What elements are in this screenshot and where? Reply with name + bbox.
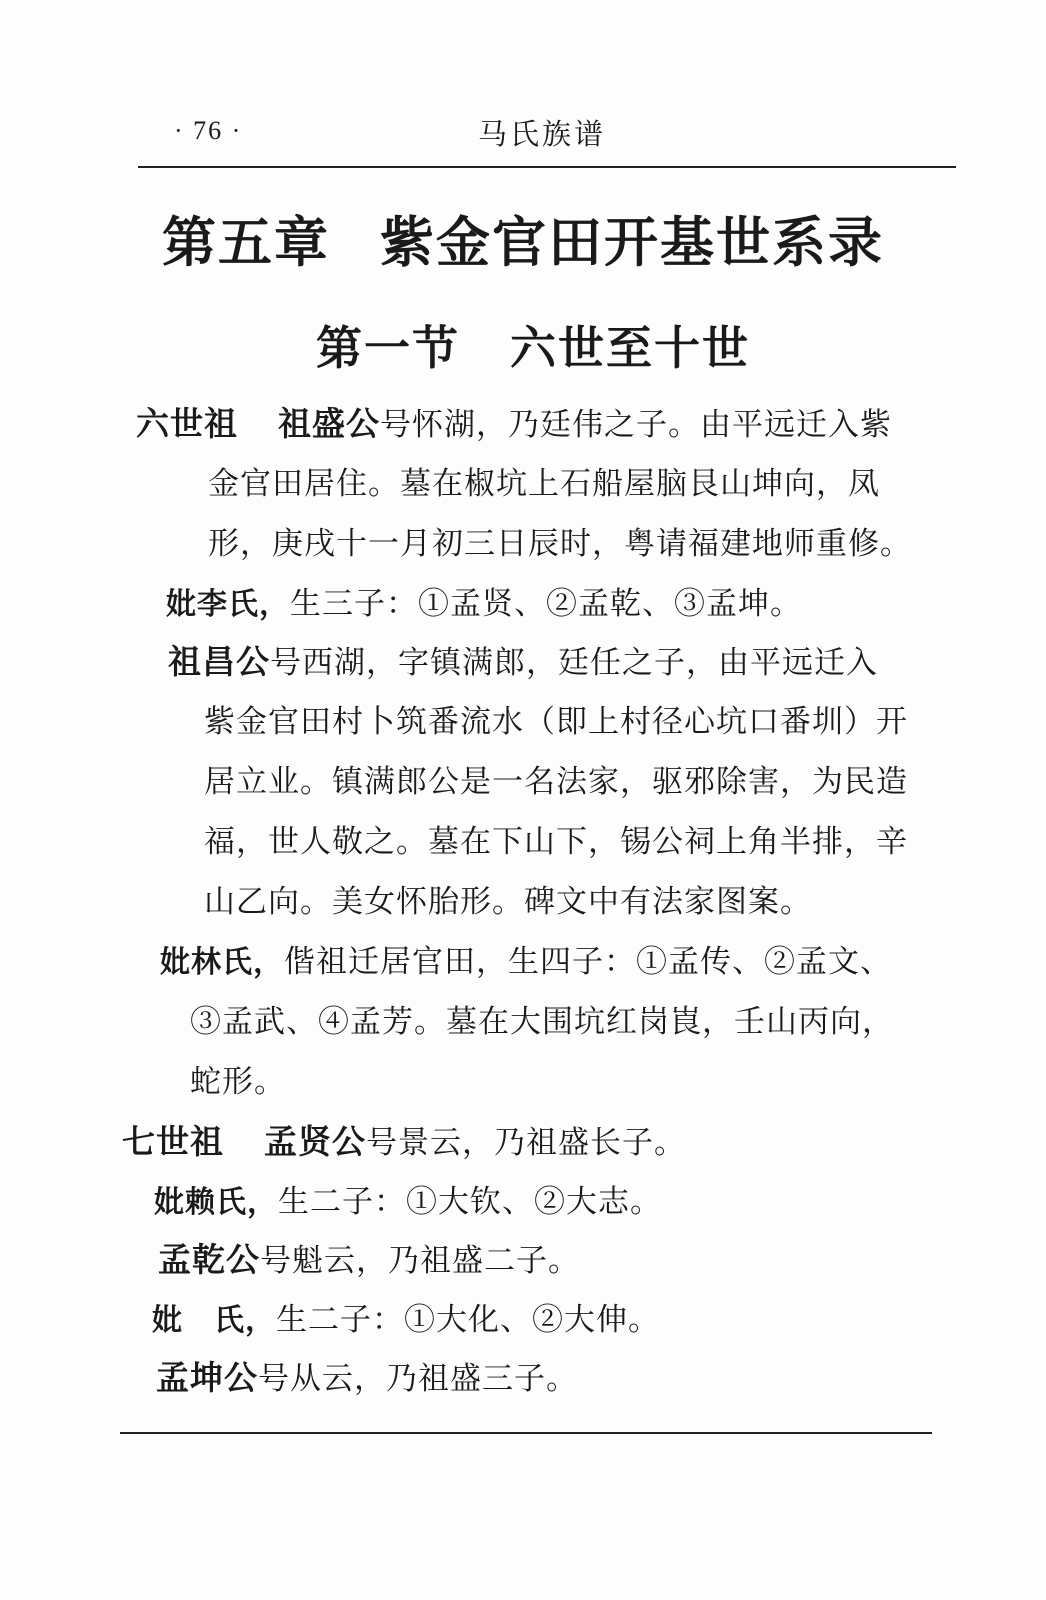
- entry-heading: [158, 1234, 580, 1281]
- section-number: 第一节: [316, 321, 460, 375]
- section-name: 六世至十世: [510, 321, 750, 375]
- section-title: [0, 312, 1046, 378]
- ancestor-name: 祖盛公: [278, 404, 380, 443]
- footer-rule: [120, 1432, 932, 1434]
- page-header: [138, 108, 956, 158]
- chapter-title: [0, 200, 1046, 277]
- ancestor-name: 祖昌公: [168, 642, 270, 681]
- entry-heading: [168, 636, 878, 683]
- generation-label: 七世祖: [122, 1122, 224, 1161]
- generation-label: 六世祖: [136, 404, 238, 443]
- spouse-line: [166, 578, 802, 623]
- spouse-label: 妣林氏，: [160, 945, 284, 980]
- entry-text-line: 居立业。镇满郎公是一名法家，驱邪除害，为民造: [204, 764, 908, 800]
- entry-heading: [122, 1116, 686, 1163]
- page-number: · 76 ·: [174, 116, 243, 145]
- entry-text-line: 紫金官田村卜筑番流水（即上村径心坑口番圳）开: [204, 704, 908, 740]
- spouse-label: 妣赖氏，: [154, 1185, 278, 1220]
- spouse-line: [152, 1294, 660, 1339]
- spouse-text: 蛇形。: [190, 1064, 286, 1100]
- entry-text-line: 号从云，乃祖盛三子。: [258, 1361, 578, 1397]
- entry-text-line: 金官田居住。墓在椒坑上石船屋脑艮山坤向，凤: [208, 466, 880, 502]
- entry-text-line: 号西湖，字镇满郎，廷任之子，由平远迁入: [270, 645, 878, 681]
- header-rule: [138, 166, 956, 168]
- entry-heading: [136, 398, 892, 445]
- spouse-label: 妣李氏，: [166, 587, 290, 622]
- spouse-text: 生二子：①大钦、②大志。: [278, 1184, 662, 1220]
- ancestor-name: 孟坤公: [156, 1358, 258, 1397]
- entry-text-line: 号景云，乃祖盛长子。: [366, 1125, 686, 1161]
- spouse-text: 生三子：①孟贤、②孟乾、③孟坤。: [290, 586, 802, 622]
- chapter-number: 第五章: [162, 211, 330, 274]
- spouse-text: 生二子：①大化、②大伸。: [276, 1302, 660, 1338]
- spouse-line: [160, 936, 892, 981]
- spouse-label: 妣 氏，: [152, 1303, 276, 1338]
- spouse-line: [154, 1176, 662, 1221]
- ancestor-name: 孟乾公: [158, 1240, 260, 1279]
- ancestor-name: 孟贤公: [264, 1122, 366, 1161]
- chapter-name: 紫金官田开基世系录: [380, 211, 884, 274]
- entry-text-line: 号怀湖，乃廷伟之子。由平远迁入紫: [380, 407, 892, 443]
- entry-text-line: 号魁云，乃祖盛二子。: [260, 1243, 580, 1279]
- spouse-text: 偕祖迁居官田，生四子：①孟传、②孟文、: [284, 944, 892, 980]
- running-title: 马氏族谱: [478, 117, 607, 151]
- entry-heading: [156, 1352, 578, 1399]
- entry-text-line: 形，庚戌十一月初三日辰时，粤请福建地师重修。: [208, 526, 912, 562]
- entry-text-line: 山乙向。美女怀胎形。碑文中有法家图案。: [204, 884, 812, 920]
- entry-text-line: 福，世人敬之。墓在下山下，锡公祠上角半排，辛: [204, 824, 908, 860]
- spouse-text: ③孟武、④孟芳。墓在大围坑红岗崀，壬山丙向，: [190, 1004, 894, 1040]
